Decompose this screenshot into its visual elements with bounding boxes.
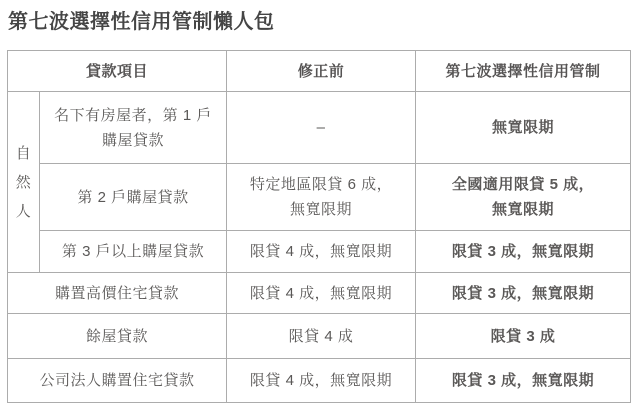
after-cell xyxy=(416,92,631,164)
before-cell xyxy=(227,314,416,359)
table-header-row xyxy=(8,51,631,92)
table-row xyxy=(8,359,631,403)
after-cell xyxy=(416,273,631,314)
loan-item-cell xyxy=(40,231,227,273)
group-label-natural-person xyxy=(8,92,40,273)
before-cell xyxy=(227,273,416,314)
loan-item-cell xyxy=(40,92,227,164)
loan-item-cell xyxy=(8,359,227,403)
loan-item-cell xyxy=(8,314,227,359)
loan-item-line: 購屋貸款 xyxy=(102,131,165,149)
table-row xyxy=(8,92,631,164)
credit-control-table xyxy=(7,50,631,403)
table-row xyxy=(8,314,631,359)
table-row xyxy=(8,164,631,231)
before-line: 無寬限期 xyxy=(290,201,353,218)
before-line: – xyxy=(316,119,326,136)
page-title: 第七波選擇性信用管制懶人包 xyxy=(8,11,275,33)
header-loan-item: 貸款項目 xyxy=(8,51,227,92)
before-line: 限貸 4 成 xyxy=(288,327,354,345)
loan-item-line: 餘屋貸款 xyxy=(86,327,149,345)
after-line: 限貸 3 成 xyxy=(490,327,556,345)
before-cell xyxy=(227,164,416,231)
after-line: 無寬限期 xyxy=(492,119,555,136)
header-after: 第七波選擇性信用管制 xyxy=(416,51,631,92)
table-row xyxy=(8,273,631,314)
after-cell xyxy=(416,314,631,359)
loan-item-line: 第 3 戶以上購屋貸款 xyxy=(61,243,205,260)
before-line: 特定地區限貸 6 成， xyxy=(249,176,393,193)
after-line: 限貸 3 成，無寬限期 xyxy=(451,284,595,302)
group-label-text: 自然人 xyxy=(15,144,32,220)
after-line: 全國適用限貸 5 成， xyxy=(451,176,595,193)
loan-item-line: 購置高價住宅貸款 xyxy=(55,284,180,302)
before-line: 限貸 4 成，無寬限期 xyxy=(249,243,393,260)
before-line: 限貸 4 成，無寬限期 xyxy=(249,284,393,302)
before-line: 限貸 4 成，無寬限期 xyxy=(249,372,393,389)
header-before: 修正前 xyxy=(227,51,416,92)
before-cell xyxy=(227,92,416,164)
after-line: 限貸 3 成，無寬限期 xyxy=(451,372,595,389)
loan-item-line: 名下有房屋者，第 1 戶 xyxy=(54,106,212,124)
after-cell xyxy=(416,231,631,273)
loan-item-line: 第 2 戶購屋貸款 xyxy=(77,188,189,206)
after-cell xyxy=(416,359,631,403)
after-line: 限貸 3 成，無寬限期 xyxy=(451,243,595,260)
loan-item-line: 公司法人購置住宅貸款 xyxy=(39,372,195,389)
after-line: 無寬限期 xyxy=(492,201,555,218)
loan-item-cell xyxy=(40,164,227,231)
table-row xyxy=(8,231,631,273)
before-cell xyxy=(227,231,416,273)
before-cell xyxy=(227,359,416,403)
after-cell xyxy=(416,164,631,231)
loan-item-cell xyxy=(8,273,227,314)
